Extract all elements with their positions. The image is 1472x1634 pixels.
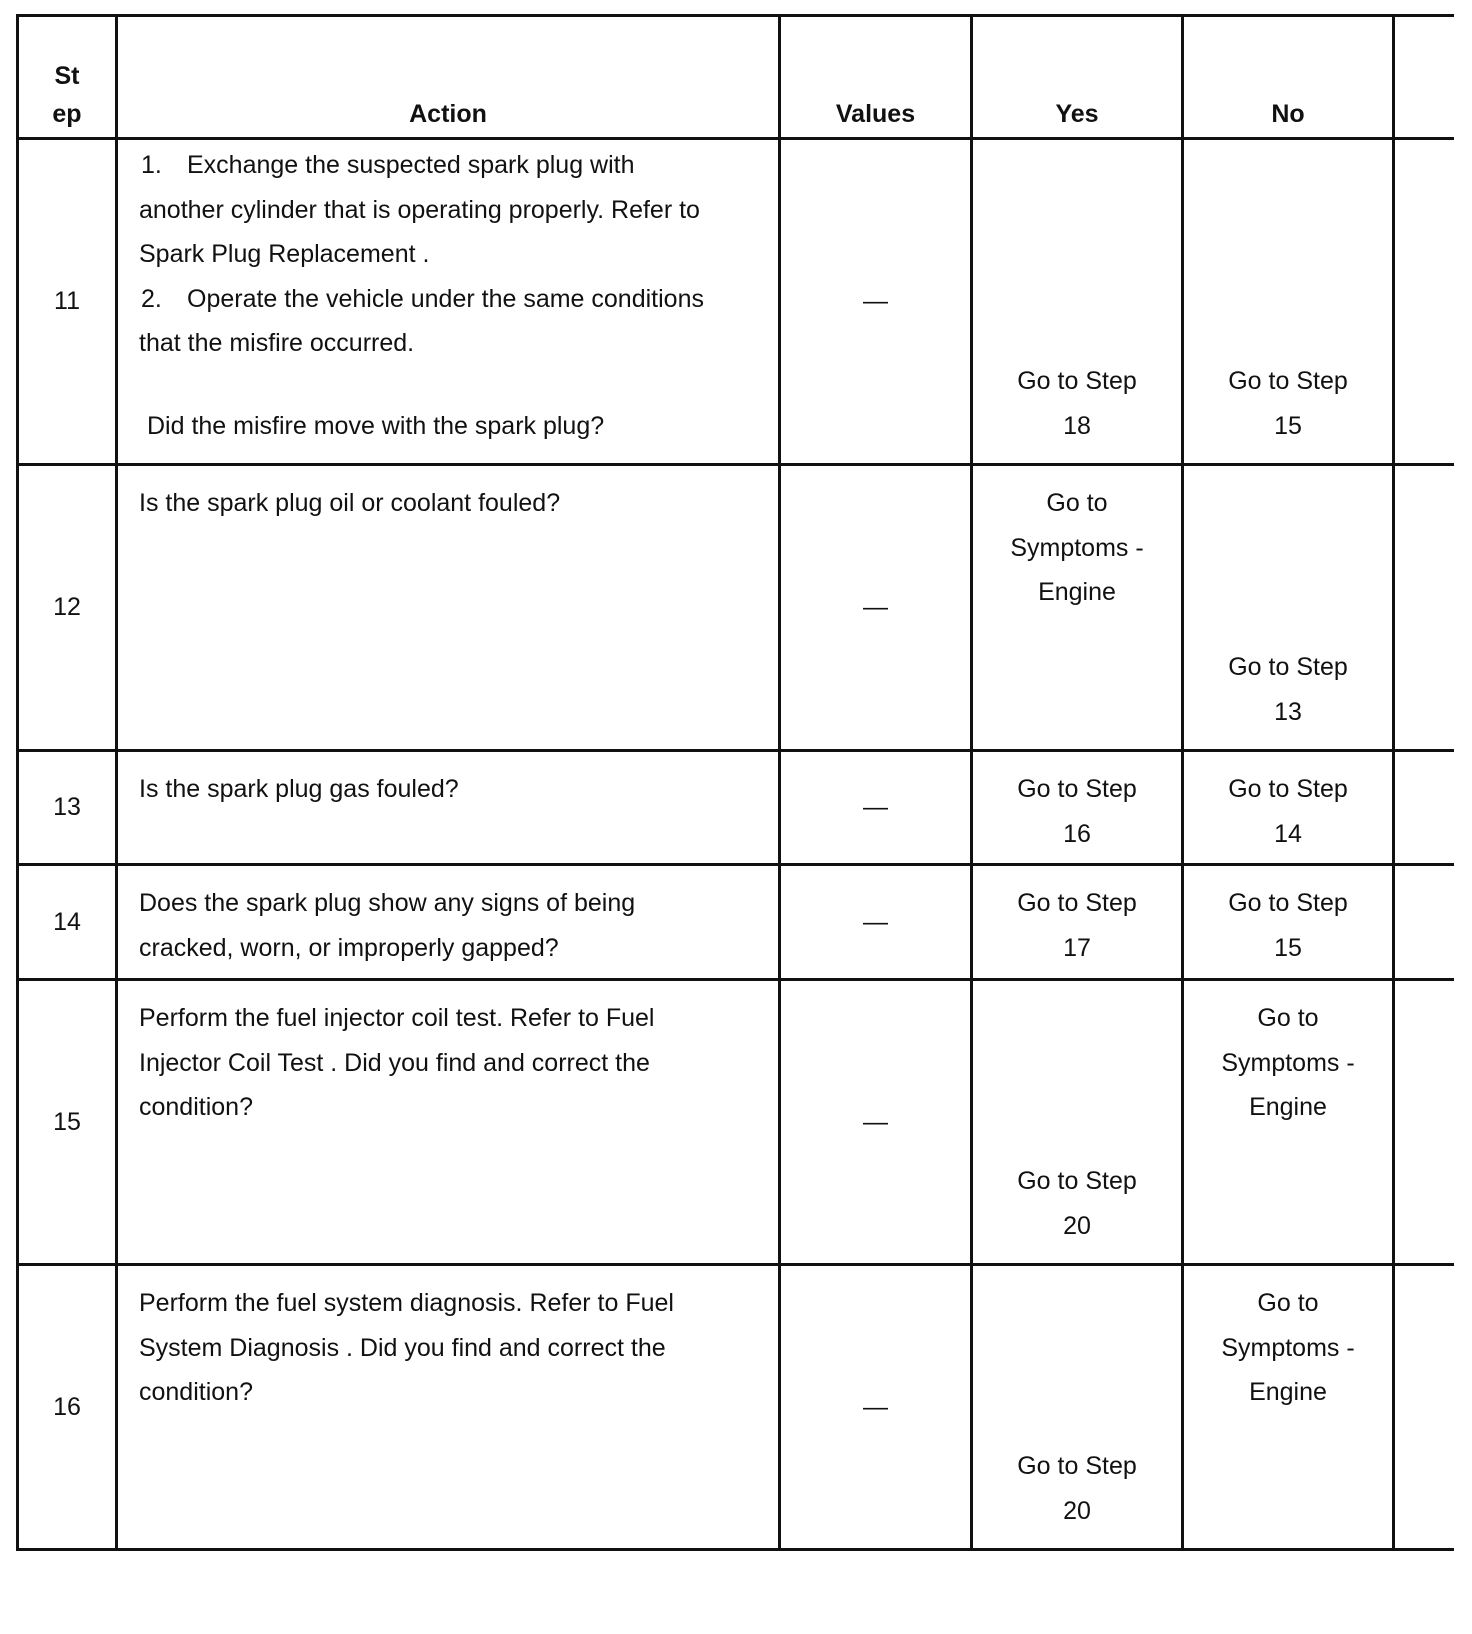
diagnostic-table <box>16 14 1454 1620</box>
action-list-item <box>139 277 718 366</box>
step-number: 13 <box>53 793 81 822</box>
no-cell <box>1184 1266 1392 1548</box>
yes-link[interactable]: Go to Step 20 <box>1017 1452 1137 1525</box>
list-number: 1. <box>141 151 162 179</box>
header-step <box>19 17 115 137</box>
step-cell <box>19 466 115 749</box>
yes-cell <box>973 866 1181 978</box>
step-cell <box>19 752 115 863</box>
step-number: 12 <box>53 593 81 622</box>
header-values <box>781 17 970 137</box>
step-cell <box>19 1266 115 1548</box>
no-link[interactable]: Go to Step 13 <box>1228 653 1348 726</box>
no-link[interactable]: Go to Symptoms - Engine <box>1221 1289 1355 1406</box>
yes-cell <box>973 1266 1181 1548</box>
header-action <box>118 17 778 137</box>
value-cell <box>781 1266 970 1548</box>
header-action-label: Action <box>409 100 487 128</box>
value-cell <box>781 866 970 978</box>
yes-cell <box>973 752 1181 863</box>
header-no-label: No <box>1271 100 1305 128</box>
no-link[interactable]: Go to Symptoms - Engine <box>1221 1004 1355 1121</box>
step-number: 16 <box>53 1392 81 1421</box>
yes-link[interactable]: Go to Step 18 <box>1017 367 1137 440</box>
yes-link[interactable]: Go to Symptoms - Engine <box>1010 489 1144 606</box>
step-number: 11 <box>54 287 80 316</box>
value-dash: — <box>863 793 888 822</box>
value-dash: — <box>863 1107 888 1136</box>
value-cell <box>781 752 970 863</box>
header-no <box>1184 17 1392 137</box>
value-dash: — <box>863 593 888 622</box>
header-values-label: Values <box>835 100 916 128</box>
action-cell <box>118 1266 778 1548</box>
header-yes-label: Yes <box>1055 100 1099 128</box>
action-cell <box>118 866 778 978</box>
step-cell <box>19 140 115 463</box>
header-yes <box>973 17 1181 137</box>
no-cell <box>1184 981 1392 1263</box>
action-cell <box>118 466 778 749</box>
yes-cell <box>973 466 1181 749</box>
value-cell <box>781 466 970 749</box>
table-rule <box>16 1548 1454 1551</box>
yes-cell <box>973 140 1181 463</box>
action-list-item <box>139 143 718 277</box>
table-rule <box>1392 14 1395 1551</box>
header-step-line1: St <box>54 62 80 90</box>
no-cell <box>1184 140 1392 463</box>
value-cell <box>781 140 970 463</box>
yes-link[interactable]: Go to Step 16 <box>1017 775 1137 848</box>
action-text: Perform the fuel system diagnosis. Refer to Fuel System Diagnosis . Did you find and correct the condition? <box>139 1289 674 1406</box>
action-text: Is the spark plug oil or coolant fouled? <box>139 489 561 517</box>
step-cell <box>19 866 115 978</box>
action-cell <box>118 981 778 1263</box>
value-dash: — <box>863 907 888 936</box>
no-link[interactable]: Go to Step 15 <box>1228 889 1348 962</box>
no-cell <box>1184 466 1392 749</box>
action-cell <box>118 752 778 863</box>
no-cell <box>1184 752 1392 863</box>
action-text: Is the spark plug gas fouled? <box>139 775 459 803</box>
no-cell <box>1184 866 1392 978</box>
step-cell <box>19 981 115 1263</box>
value-cell <box>781 981 970 1263</box>
yes-cell <box>973 981 1181 1263</box>
list-text: Exchange the suspected spark plug with another cylinder that is operating properly. Refer to Spark Plug Replacement . <box>139 151 700 268</box>
no-link[interactable]: Go to Step 14 <box>1228 775 1348 848</box>
step-number: 14 <box>53 907 81 936</box>
action-cell <box>118 140 778 463</box>
value-dash: — <box>863 287 888 316</box>
list-number: 2. <box>141 284 162 313</box>
action-text: Perform the fuel injector coil test. Refer to Fuel Injector Coil Test . Did you find and correct the condition? <box>139 1004 655 1121</box>
header-step-line2: ep <box>52 100 82 128</box>
value-dash: — <box>863 1392 888 1421</box>
step-number: 15 <box>53 1107 81 1136</box>
yes-link[interactable]: Go to Step 20 <box>1017 1167 1137 1240</box>
list-text: Operate the vehicle under the same conditions that the misfire occurred. <box>139 284 704 357</box>
action-question: Did the misfire move with the spark plug? <box>147 411 605 440</box>
yes-link[interactable]: Go to Step 17 <box>1017 889 1137 962</box>
action-text: Does the spark plug show any signs of being cracked, worn, or improperly gapped? <box>139 889 636 962</box>
no-link[interactable]: Go to Step 15 <box>1228 367 1348 440</box>
